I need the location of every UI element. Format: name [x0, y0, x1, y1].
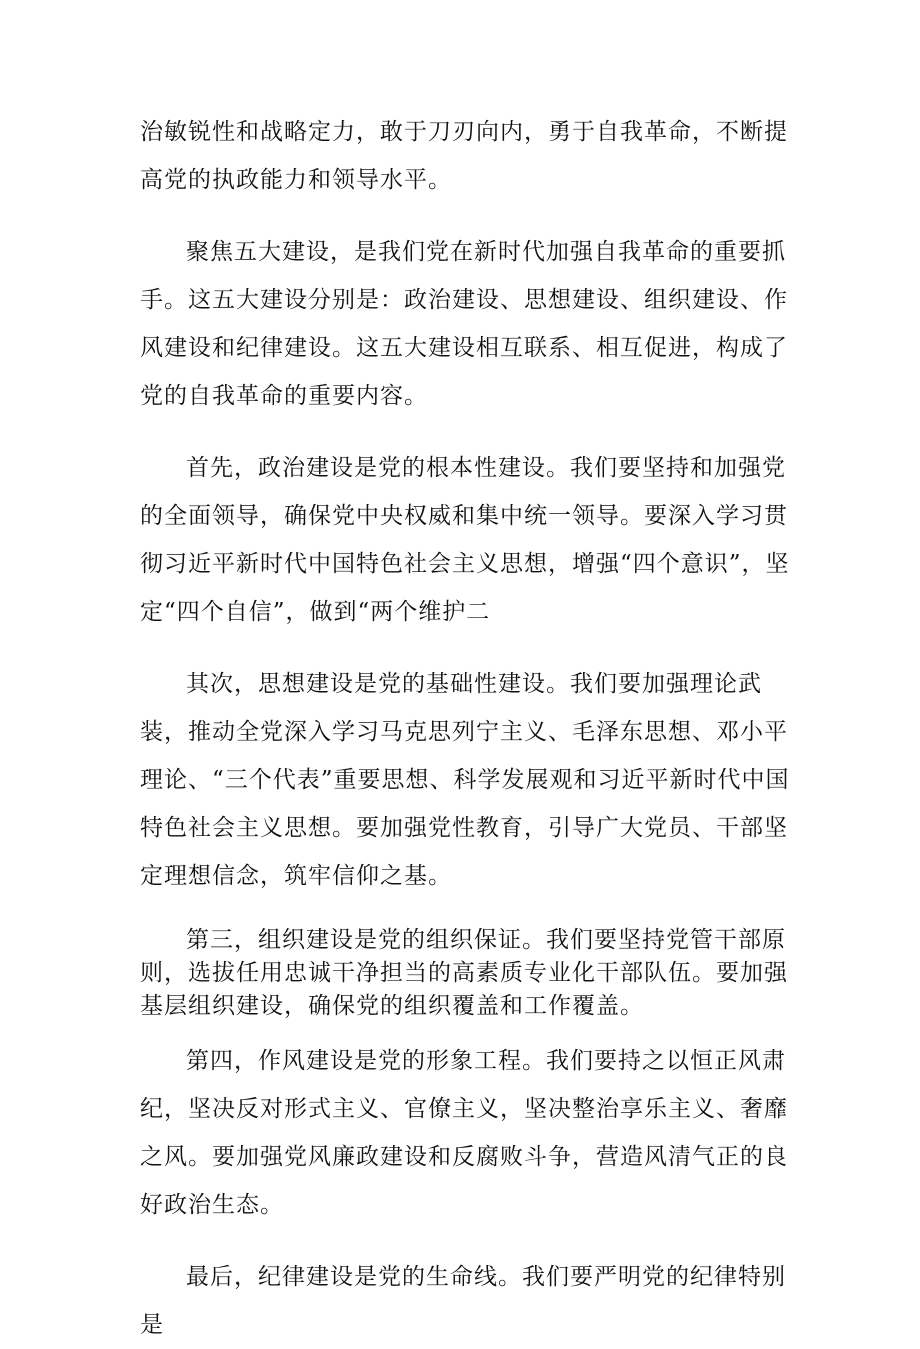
paragraph-organizational-construction: 第三，组织建设是党的组织保证。我们要坚持党管干部原则，选拔任用忠诚干净担当的高素质专业化干部队伍。要加强基层组织建设，确保党的组织覆盖和工作覆盖。	[140, 927, 788, 1019]
paragraph-political-construction: 首先，政治建设是党的根本性建设。我们要坚持和加强党的全面领导，确保党中央权威和集中统一领导。要深入学习贯彻习近平新时代中国特色社会主义思想，增强“四个意识”，坚定“四个自信”，做到“两个维护二	[140, 455, 790, 625]
paragraph-five-constructions: 聚焦五大建设，是我们党在新时代加强自我革命的重要抓手。这五大建设分别是：政治建设、思想建设、组织建设、作风建设和纪律建设。这五大建设相互联系、相互促进，构成了党的自我革命的重要内容。	[140, 239, 788, 409]
paragraph-continuation: 治敏锐性和战略定力，敢于刀刃向内，勇于自我革命，不断提高党的执政能力和领导水平。	[140, 119, 788, 193]
paragraph-work-style-construction: 第四，作风建设是党的形象工程。我们要持之以恒正风肃纪，坚决反对形式主义、官僚主义，坚决整治享乐主义、奢靡之风。要加强党风廉政建设和反腐败斗争，营造风清气正的良好政治生态。	[140, 1048, 788, 1218]
document-body	[140, 108, 800, 1349]
paragraph-discipline-construction: 最后，纪律建设是党的生命线。我们要严明党的纪律特别是	[140, 1264, 786, 1338]
paragraph-ideological-construction: 其次，思想建设是党的基础性建设。我们要加强理论武装，推动全党深入学习马克思列宁主义、毛泽东思想、邓小平理论、“三个代表”重要思想、科学发展观和习近平新时代中国特色社会主义思想。要加强党性教育，引导广大党员、干部坚定理想信念，筑牢信仰之基。	[140, 671, 790, 889]
